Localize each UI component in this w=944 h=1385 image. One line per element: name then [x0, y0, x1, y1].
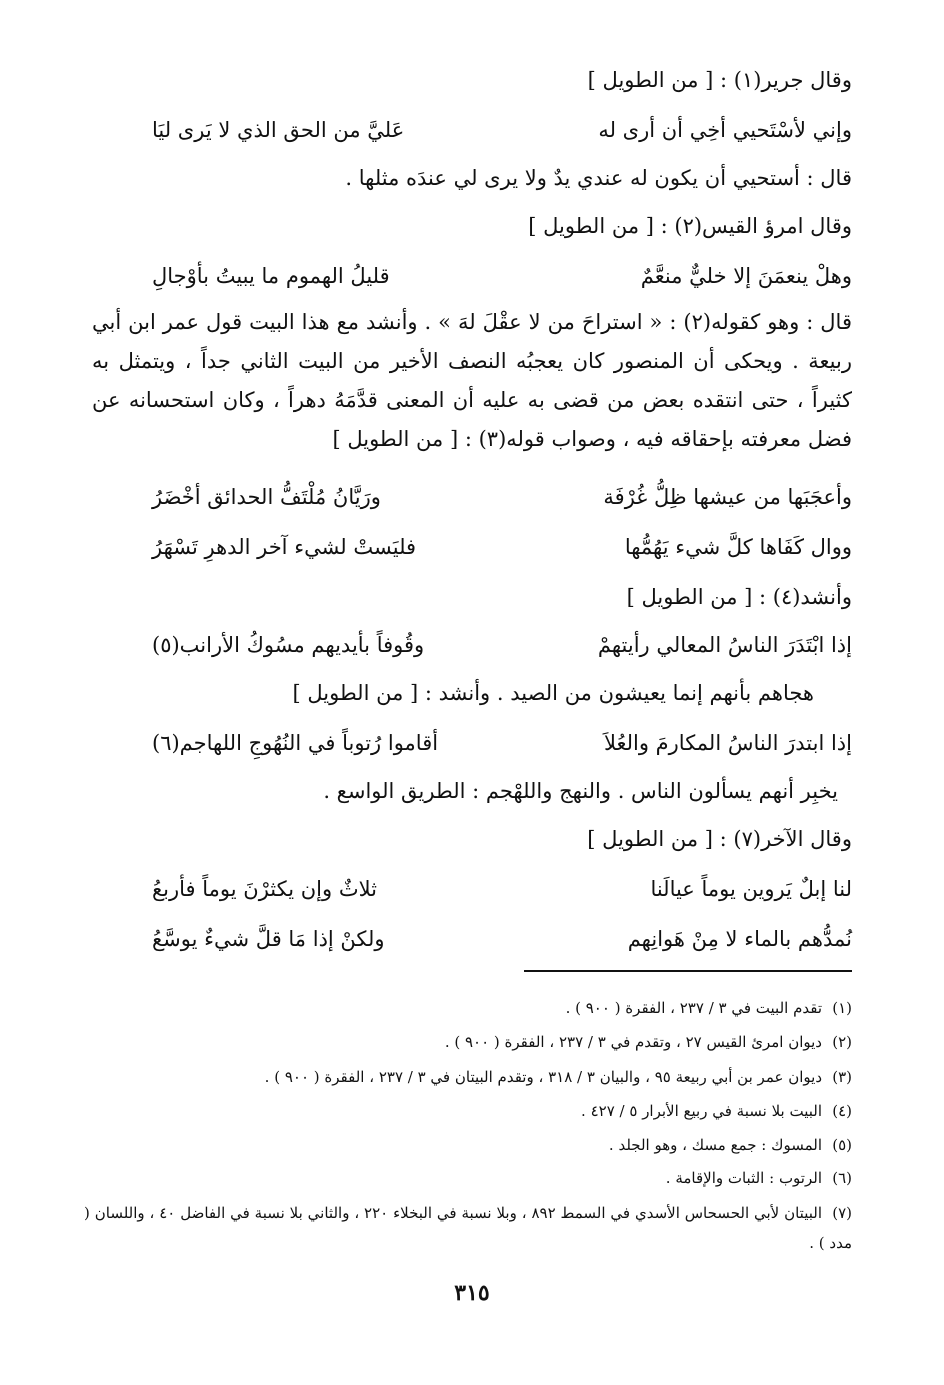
footnote-text: الرتوب : الثبات والإقامة .	[665, 1169, 822, 1187]
footnote-text: تقدم البيت في ٣ / ٢٣٧ ، الفقرة ( ٩٠٠ ) .	[565, 999, 822, 1017]
footnote-separator	[524, 970, 852, 972]
verse-line	[152, 480, 852, 514]
verse-second-hemistich: أقاموا رُتوباً في النُهُوجِ اللهاجم(٦)	[152, 731, 439, 755]
commentary-line: هجاهم بأنهم إنما يعيشون من الصيد . وأنشد : [ من الطويل ]	[292, 681, 814, 705]
footnote-number: (٣)	[832, 1068, 852, 1086]
footnote-number: (٢)	[832, 1033, 852, 1051]
footnote-text: البيت بلا نسبة في ربيع الأبرار ٥ / ٤٢٧ .	[581, 1102, 822, 1120]
verse-second-hemistich: ولكنْ إذا مَا قلَّ شيءٌ يوسَّعُ	[152, 927, 385, 951]
verse-second-hemistich: ثلاثٌ وإن يكثرْنَ يوماً فأربعُ	[152, 877, 377, 901]
footnote	[84, 993, 852, 1023]
footnote-text: ديوان عمر بن أبي ربيعة ٩٥ ، والبيان ٣ / ٣١٨ ، وتقدم البيتان في ٣ / ٢٣٧ ، الفقرة ( ٩٠٠ ) .	[264, 1068, 822, 1086]
verse-line	[152, 259, 852, 293]
footnote-number: (١)	[832, 999, 852, 1017]
verse-line	[152, 628, 852, 662]
poem-intro: وأنشد(٤) : [ من الطويل ]	[626, 585, 852, 609]
verse-second-hemistich: وقُوفاً بأيديهم مسُوكُ الأرانب(٥)	[152, 633, 425, 657]
verse-first-hemistich: وأعجَبَها من عيشها ظِلُّ غُرْفَة	[603, 485, 852, 509]
verse-line	[152, 922, 852, 956]
footnote	[84, 1198, 852, 1258]
footnote	[84, 1130, 852, 1160]
verse-first-hemistich: وإني لأسْتَحيي أخِي أن أرى له	[598, 118, 852, 142]
verse-line	[152, 726, 852, 760]
verse-line	[152, 113, 852, 147]
commentary-line: قال : أستحيي أن يكون له عندي يدٌ ولا يرى لي عندَه مثلها .	[345, 166, 852, 190]
footnote-number: (٤)	[832, 1102, 852, 1120]
verse-first-hemistich: وهلْ ينعمَنَ إلا خليٌّ منعَّمٌ	[640, 264, 852, 288]
commentary-paragraph: قال : وهو كقوله(٢) : « استراحَ من لا عقْلَ لهَ » . وأنشد مع هذا البيت قول عمر ابن أبي ربيعة . ويحكى أن المنصور كان يعجبُه النصف الأخير من البيت الثاني جداً ، ويتمثل به كثيراً ، حتى انتقده بعض من قضى به عليه أن المعنى قدَّمَهُ دهراً ، وكان استحسانه عن فضل معرفته بإحقاقه فيه ، وصواب قوله(٣) : [ من الطويل ]	[92, 310, 852, 451]
poem-intro: وقال الآخر(٧) : [ من الطويل ]	[587, 827, 852, 851]
verse-first-hemistich: إذا ابْتَدَرَ الناسُ المعالي رأيتهمْ	[597, 633, 852, 657]
footnote	[84, 1027, 852, 1057]
verse-second-hemistich: فليَستْ لشيء آخر الدهرِ تَسْهَرُ	[152, 535, 417, 559]
footnote-number: (٦)	[832, 1169, 852, 1187]
verse-line	[152, 530, 852, 564]
verse-first-hemistich: إذا ابتدرَ الناسُ المكارمَ والعُلاَ	[603, 731, 852, 755]
footnote	[84, 1096, 852, 1126]
poem-intro-imru-al-qays: وقال امرؤ القيس(٢) : [ من الطويل ]	[528, 214, 852, 238]
page-number: ٣١٥	[454, 1280, 490, 1306]
verse-second-hemistich: قليلُ الهموم ما يبيتُ بأوْجالِ	[152, 264, 390, 288]
footnote-text: ديوان امرئ القيس ٢٧ ، وتقدم في ٣ / ٢٣٧ ، الفقرة ( ٩٠٠ ) .	[444, 1033, 822, 1051]
verse-first-hemistich: نُمدُّهم بالماء لا مِنْ هَوانِهم	[627, 927, 852, 951]
verse-second-hemistich: عَليَّ من الحق الذي لا يَرى ليَا	[152, 118, 405, 142]
verse-first-hemistich: لنا إبلٌ يَروين يوماً عيالَنا	[650, 877, 852, 901]
footnote	[84, 1163, 852, 1193]
verse-first-hemistich: ووال كَفَاها كلَّ شيء يَهُمُّها	[624, 535, 852, 559]
commentary-line: يخبِر أنهم يسألون الناس . والنهج واللهْجم : الطريق الواسع .	[323, 779, 838, 803]
footnote	[84, 1062, 852, 1092]
poem-intro-jarir: وقال جرير(١) : [ من الطويل ]	[587, 68, 852, 92]
footnote-text: المسوك : جمع مسك ، وهو الجلد .	[608, 1136, 822, 1154]
verse-second-hemistich: ورَيَّانُ مُلْتَفُّ الحدائق أخْضَرُ	[152, 485, 381, 509]
footnote-number: (٥)	[832, 1136, 852, 1154]
footnote-number: (٧)	[832, 1204, 853, 1222]
verse-line	[152, 872, 852, 906]
footnote-text: البيتان لأبي الحسحاس الأسدي في السمط ٨٩٢ ، وبلا نسبة في البخلاء ٢٢٠ ، والثاني بلا نسبة في الفاضل ٤٠ ، واللسان ( مدد ) .	[84, 1204, 852, 1252]
